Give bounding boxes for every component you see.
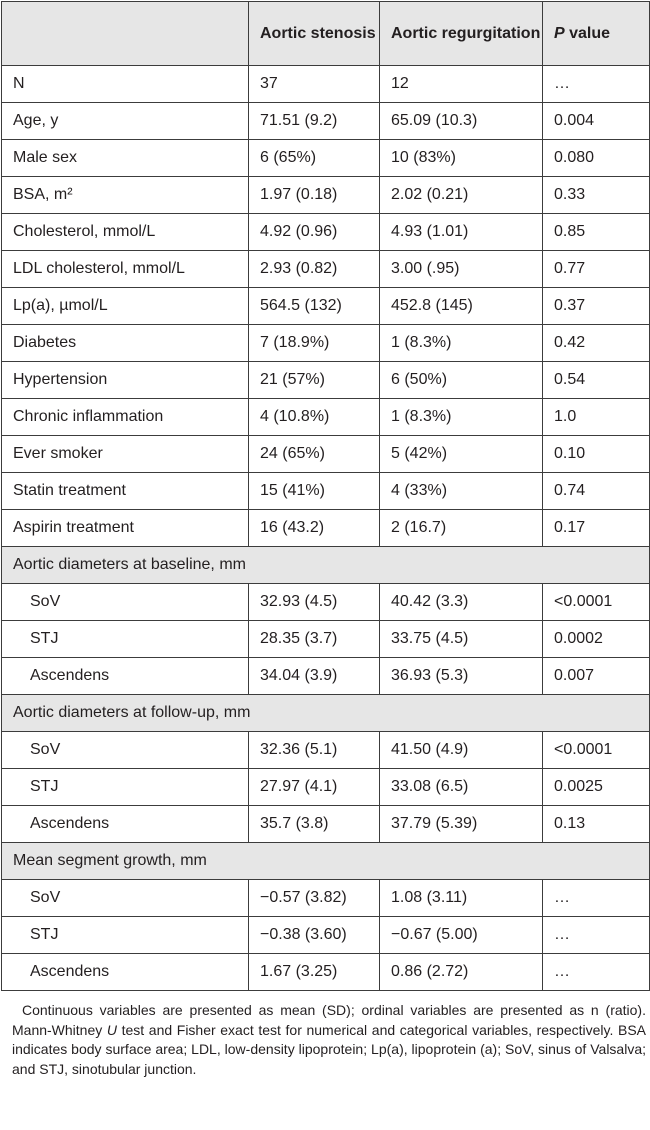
- row-label: Age, y: [2, 103, 249, 140]
- cell-aortic-stenosis: 15 (41%): [249, 473, 380, 510]
- row-label: STJ: [2, 621, 249, 658]
- table-footnote: [0, 991, 650, 1079]
- cell-aortic-regurgitation: 3.00 (.95): [380, 251, 543, 288]
- cell-aortic-stenosis: −0.38 (3.60): [249, 917, 380, 954]
- row-label: SoV: [2, 732, 249, 769]
- cell-aortic-regurgitation: 41.50 (4.9): [380, 732, 543, 769]
- cell-aortic-stenosis: 37: [249, 66, 380, 103]
- cell-aortic-stenosis: 32.93 (4.5): [249, 584, 380, 621]
- cell-p-value: 0.0025: [543, 769, 650, 806]
- cell-aortic-regurgitation: 0.86 (2.72): [380, 954, 543, 991]
- table-row: [2, 732, 650, 769]
- cell-aortic-regurgitation: 6 (50%): [380, 362, 543, 399]
- cell-aortic-regurgitation: −0.67 (5.00): [380, 917, 543, 954]
- cell-aortic-regurgitation: 37.79 (5.39): [380, 806, 543, 843]
- cell-aortic-stenosis: −0.57 (3.82): [249, 880, 380, 917]
- table-row: [2, 769, 650, 806]
- cell-aortic-regurgitation: 33.75 (4.5): [380, 621, 543, 658]
- cell-aortic-regurgitation: 2 (16.7): [380, 510, 543, 547]
- cell-p-value: 0.74: [543, 473, 650, 510]
- cell-aortic-stenosis: 24 (65%): [249, 436, 380, 473]
- cell-aortic-stenosis: 27.97 (4.1): [249, 769, 380, 806]
- section-title: Mean segment growth, mm: [2, 843, 650, 880]
- table-row: [2, 436, 650, 473]
- cell-aortic-regurgitation: 5 (42%): [380, 436, 543, 473]
- data-table: [1, 1, 650, 991]
- row-label: Diabetes: [2, 325, 249, 362]
- header-row: [2, 2, 650, 66]
- table-row: [2, 806, 650, 843]
- cell-p-value: 0.080: [543, 140, 650, 177]
- cell-aortic-stenosis: 4.92 (0.96): [249, 214, 380, 251]
- cell-aortic-stenosis: 7 (18.9%): [249, 325, 380, 362]
- row-label: SoV: [2, 584, 249, 621]
- footnote-italic-u: U: [106, 1021, 117, 1038]
- cell-aortic-stenosis: 35.7 (3.8): [249, 806, 380, 843]
- cell-aortic-regurgitation: 33.08 (6.5): [380, 769, 543, 806]
- cell-aortic-stenosis: 16 (43.2): [249, 510, 380, 547]
- table-row: [2, 177, 650, 214]
- row-label: N: [2, 66, 249, 103]
- table-row: [2, 954, 650, 991]
- footnote-part1: Continuous variables are presented as mean (SD); ordinal variables are presented as n (ratio). Mann-Whitney: [12, 1002, 646, 1038]
- row-label: Ascendens: [2, 658, 249, 695]
- cell-p-value: 0.77: [543, 251, 650, 288]
- cell-aortic-regurgitation: 36.93 (5.3): [380, 658, 543, 695]
- cell-aortic-regurgitation: 452.8 (145): [380, 288, 543, 325]
- table-row: [2, 473, 650, 510]
- row-label: Ascendens: [2, 954, 249, 991]
- cell-aortic-stenosis: 2.93 (0.82): [249, 251, 380, 288]
- table-row: [2, 510, 650, 547]
- table-row: [2, 658, 650, 695]
- row-label: Ever smoker: [2, 436, 249, 473]
- section-row: [2, 695, 650, 732]
- cell-aortic-regurgitation: 1 (8.3%): [380, 325, 543, 362]
- cell-p-value: 0.10: [543, 436, 650, 473]
- cell-aortic-regurgitation: 1.08 (3.11): [380, 880, 543, 917]
- section-title: Aortic diameters at baseline, mm: [2, 547, 650, 584]
- table-row: [2, 251, 650, 288]
- cell-p-value: …: [543, 880, 650, 917]
- cell-aortic-regurgitation: 4 (33%): [380, 473, 543, 510]
- table-row: [2, 214, 650, 251]
- cell-aortic-stenosis: 1.97 (0.18): [249, 177, 380, 214]
- cell-p-value: 0.004: [543, 103, 650, 140]
- cell-p-value: …: [543, 66, 650, 103]
- section-title: Aortic diameters at follow-up, mm: [2, 695, 650, 732]
- cell-p-value: 0.85: [543, 214, 650, 251]
- cell-p-value: 0.37: [543, 288, 650, 325]
- row-label: Aspirin treatment: [2, 510, 249, 547]
- section-row: [2, 843, 650, 880]
- cell-p-value: 0.17: [543, 510, 650, 547]
- table-row: [2, 584, 650, 621]
- row-label: Lp(a), µmol/L: [2, 288, 249, 325]
- header-label: [2, 2, 249, 66]
- header-aortic-regurgitation: Aortic regurgitation: [380, 2, 543, 66]
- row-label: Statin treatment: [2, 473, 249, 510]
- cell-aortic-stenosis: 34.04 (3.9): [249, 658, 380, 695]
- row-label: Ascendens: [2, 806, 249, 843]
- row-label: Male sex: [2, 140, 249, 177]
- cell-p-value: 0.13: [543, 806, 650, 843]
- cell-p-value: …: [543, 917, 650, 954]
- section-row: [2, 547, 650, 584]
- cell-p-value: 1.0: [543, 399, 650, 436]
- cell-aortic-regurgitation: 40.42 (3.3): [380, 584, 543, 621]
- row-label: STJ: [2, 917, 249, 954]
- row-label: Cholesterol, mmol/L: [2, 214, 249, 251]
- cell-aortic-stenosis: 6 (65%): [249, 140, 380, 177]
- cell-p-value: 0.0002: [543, 621, 650, 658]
- row-label: Chronic inflammation: [2, 399, 249, 436]
- header-p-rest: value: [564, 24, 611, 42]
- table-row: [2, 399, 650, 436]
- cell-aortic-regurgitation: 65.09 (10.3): [380, 103, 543, 140]
- cell-p-value: …: [543, 954, 650, 991]
- row-label: STJ: [2, 769, 249, 806]
- row-label: SoV: [2, 880, 249, 917]
- cell-aortic-stenosis: 32.36 (5.1): [249, 732, 380, 769]
- table-row: [2, 325, 650, 362]
- table-container: [0, 1, 650, 1079]
- row-label: BSA, m²: [2, 177, 249, 214]
- table-row: [2, 66, 650, 103]
- table-row: [2, 140, 650, 177]
- cell-aortic-stenosis: 4 (10.8%): [249, 399, 380, 436]
- row-label: LDL cholesterol, mmol/L: [2, 251, 249, 288]
- table-row: [2, 288, 650, 325]
- cell-p-value: 0.54: [543, 362, 650, 399]
- cell-p-value: 0.007: [543, 658, 650, 695]
- table-row: [2, 880, 650, 917]
- cell-aortic-regurgitation: 12: [380, 66, 543, 103]
- cell-aortic-regurgitation: 2.02 (0.21): [380, 177, 543, 214]
- cell-p-value: 0.33: [543, 177, 650, 214]
- cell-aortic-stenosis: 564.5 (132): [249, 288, 380, 325]
- table-body: [2, 66, 650, 991]
- cell-aortic-stenosis: 28.35 (3.7): [249, 621, 380, 658]
- cell-aortic-stenosis: 21 (57%): [249, 362, 380, 399]
- cell-aortic-regurgitation: 4.93 (1.01): [380, 214, 543, 251]
- cell-aortic-stenosis: 71.51 (9.2): [249, 103, 380, 140]
- cell-p-value: 0.42: [543, 325, 650, 362]
- header-aortic-stenosis: Aortic stenosis: [249, 2, 380, 66]
- header-p-value: [543, 2, 650, 66]
- header-p-italic: P: [554, 24, 565, 42]
- row-label: Hypertension: [2, 362, 249, 399]
- footnote-part2: test and Fisher exact test for numerical and categorical variables, respectively. BSA indicates body surface area; LDL, low-density lipoprotein; Lp(a), lipoprotein (a); SoV, sinus of Valsalva; and STJ, sinotubular junction.: [12, 1021, 646, 1077]
- table-row: [2, 621, 650, 658]
- cell-aortic-stenosis: 1.67 (3.25): [249, 954, 380, 991]
- table-row: [2, 103, 650, 140]
- cell-aortic-regurgitation: 1 (8.3%): [380, 399, 543, 436]
- cell-p-value: <0.0001: [543, 732, 650, 769]
- cell-aortic-regurgitation: 10 (83%): [380, 140, 543, 177]
- cell-p-value: <0.0001: [543, 584, 650, 621]
- table-row: [2, 917, 650, 954]
- table-row: [2, 362, 650, 399]
